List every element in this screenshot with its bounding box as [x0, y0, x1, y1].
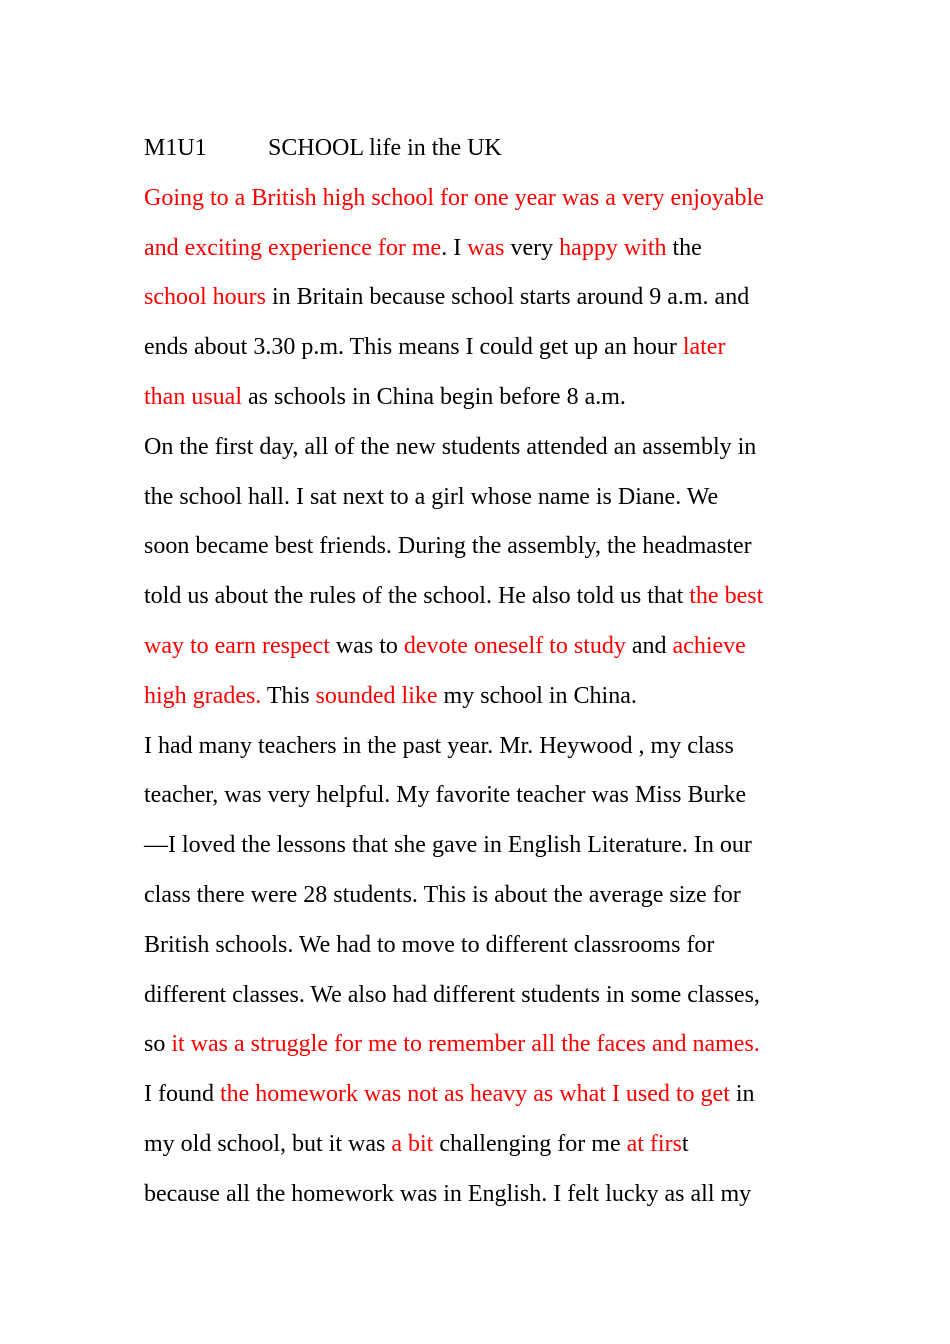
- text-line: [144, 771, 824, 821]
- text-line: [144, 971, 824, 1021]
- text-line: [144, 1170, 824, 1220]
- highlighted-phrase: Going to a British high school for one year was a very enjoyable: [144, 184, 764, 211]
- text-segment: my old school, but it was: [144, 1130, 392, 1157]
- text-segment: in Britain because school starts around 9 a.m. and: [266, 284, 750, 311]
- highlighted-phrase: a bit: [391, 1130, 434, 1157]
- text-segment: my school in China.: [437, 682, 637, 709]
- text-line: [144, 323, 824, 373]
- text-segment: ends about 3.30 p.m. This means I could get up an hour: [144, 334, 683, 361]
- unit-code: M1U1: [144, 135, 207, 161]
- text-line: [144, 722, 824, 772]
- text-line: [144, 1120, 824, 1170]
- text-segment: told us about the rules of the school. He also told us that: [144, 583, 690, 610]
- highlighted-phrase: devote oneself to study: [403, 632, 626, 659]
- text-segment: British schools. We had to move to different classrooms for: [144, 931, 715, 958]
- text-line: [144, 522, 824, 572]
- text-segment: This: [261, 682, 316, 709]
- text-line: [144, 622, 824, 672]
- text-segment: teacher, was very helpful. My favorite teacher was Miss Burke: [144, 782, 747, 809]
- text-line: [144, 821, 824, 871]
- text-line: [144, 273, 824, 323]
- text-line: [144, 423, 824, 473]
- text-segment: and: [625, 632, 673, 659]
- text-line: [144, 1070, 824, 1120]
- title-text: SCHOOL life in the UK: [268, 135, 502, 161]
- text-line: [144, 572, 824, 622]
- highlighted-phrase: at firs: [626, 1130, 682, 1157]
- text-segment: —I loved the lessons that she gave in English Literature. In our: [144, 832, 752, 859]
- highlighted-phrase: happy with: [559, 234, 667, 261]
- highlighted-phrase: high grades.: [144, 682, 262, 709]
- text-line: [144, 224, 824, 274]
- text-segment: was to: [329, 632, 404, 659]
- text-line: [144, 373, 824, 423]
- text-segment: soon became best friends. During the assembly, the headmaster: [144, 533, 752, 560]
- highlighted-phrase: sounded like: [315, 682, 438, 709]
- text-segment: the: [666, 234, 702, 261]
- text-segment: class there were 28 students. This is about the average size for: [144, 881, 741, 908]
- highlighted-phrase: way to earn respect: [144, 632, 330, 659]
- text-segment: t: [681, 1130, 689, 1157]
- highlighted-phrase: school hours: [144, 284, 266, 311]
- highlighted-phrase: and exciting experience for me: [144, 234, 442, 261]
- text-segment: as schools in China begin before 8 a.m.: [241, 383, 626, 410]
- text-line: [144, 1020, 824, 1070]
- text-segment: so: [144, 1031, 172, 1058]
- highlighted-phrase: was: [467, 234, 505, 261]
- highlighted-phrase: achieve: [672, 632, 746, 659]
- text-line: [144, 871, 824, 921]
- text-segment: in: [729, 1081, 755, 1108]
- text-segment: . I: [441, 234, 468, 261]
- text-line: [144, 672, 824, 722]
- text-segment: very: [504, 234, 560, 261]
- highlighted-phrase: later: [682, 334, 726, 361]
- text-segment: On the first day, all of the new students attended an assembly in: [144, 433, 757, 460]
- text-segment: I found: [144, 1081, 220, 1108]
- text-segment: I had many teachers in the past year. Mr. Heywood , my class: [144, 732, 734, 759]
- document-title: [144, 124, 824, 174]
- text-line: [144, 473, 824, 523]
- text-segment: because all the homework was in English. I felt lucky as all my: [144, 1180, 752, 1207]
- highlighted-phrase: it was a struggle for me to remember all the faces and names.: [171, 1031, 760, 1058]
- text-segment: challenging for me: [433, 1130, 627, 1157]
- text-line: [144, 921, 824, 971]
- highlighted-phrase: the best: [689, 583, 764, 610]
- text-segment: different classes. We also had different students in some classes,: [144, 981, 760, 1008]
- document-body: [144, 124, 824, 1220]
- highlighted-phrase: than usual: [144, 383, 242, 410]
- paragraph-text: [144, 174, 824, 1220]
- text-segment: the school hall. I sat next to a girl whose name is Diane. We: [144, 483, 719, 510]
- highlighted-phrase: the homework was not as heavy as what I used to get: [219, 1081, 730, 1108]
- text-line: [144, 174, 824, 224]
